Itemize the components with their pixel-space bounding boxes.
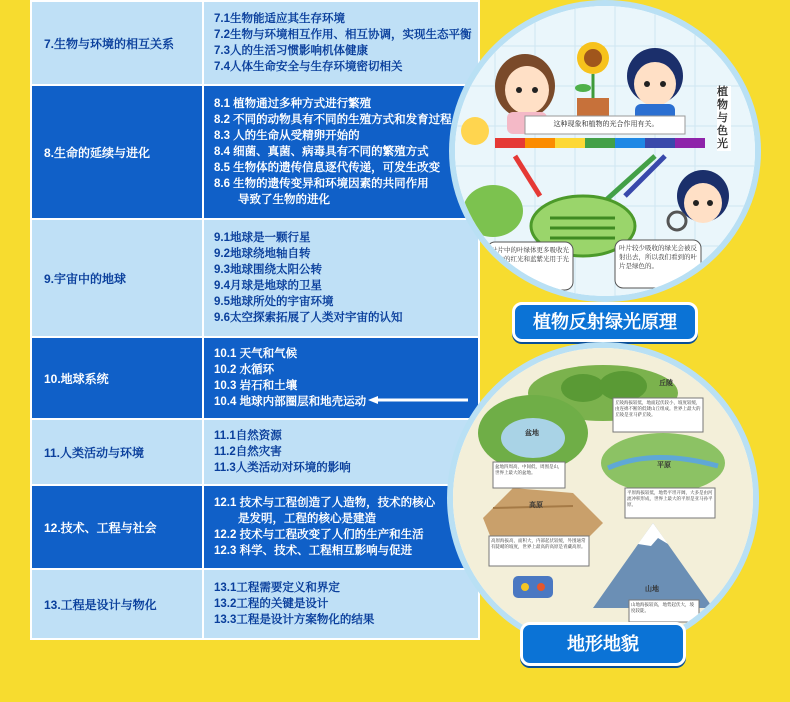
- item-text: 13.1工程需要定义和界定: [214, 582, 340, 594]
- plant-bubble-right: 叶片较少吸收的绿光会被反射出去，所以我们看到的叶片是绿色的。: [619, 245, 697, 270]
- item-text: 7.1生物能适应其生存环境: [214, 13, 345, 25]
- landform-pendi-label: 盆地: [525, 430, 539, 437]
- item-text: 8.6 生物的遗传变异和环境因素的共同作用: [214, 178, 429, 190]
- item-text: 11.2自然灾害: [214, 446, 282, 458]
- item-text: 11.1自然资源: [214, 430, 282, 442]
- item-text: 13.2工程的关键是设计: [214, 598, 329, 610]
- note-qiuling: 丘陵海拔较低，地面起伏较小，坡度较缓，由连绵不断的低矮山丘组成。世界上最大的丘陵是亚马萨丘陵。: [615, 400, 701, 417]
- item-text: 9.1地球是一颗行星: [214, 232, 311, 244]
- items-cell: [203, 219, 479, 337]
- items-cell: [203, 419, 479, 485]
- item-text: 8.2 不同的动物具有不同的生殖方式和发育过程: [214, 114, 452, 126]
- note-pendi: 盆地四周高，中间低，周围是山，世界上最大的盆地。: [495, 464, 563, 475]
- item-text: 7.3人的生活习惯影响机体健康: [214, 45, 368, 57]
- curriculum-row: [31, 85, 479, 219]
- plant-light-illustration: [455, 6, 755, 296]
- topic-cell: 7.生物与环境的相互关系: [31, 1, 203, 85]
- items-cell: [203, 337, 479, 419]
- item-text: 10.4 地球内部圈层和地壳运动: [214, 396, 367, 408]
- topic-cell: 12.技术、工程与社会: [31, 485, 203, 569]
- item-text: 8.4 细菌、真菌、病毒具有不同的繁殖方式: [214, 146, 429, 158]
- light-spectrum: [495, 138, 705, 148]
- item-text: 9.4月球是地球的卫星: [214, 280, 322, 292]
- item-text: 7.4人体生命安全与生存环境密切相关: [214, 61, 403, 73]
- curriculum-table: [30, 0, 480, 640]
- plant-side-text: 植物与色光: [717, 86, 731, 151]
- items-cell: [203, 85, 479, 219]
- landform-label: 地形地貌: [520, 622, 686, 666]
- landform-gaoyuan-label: 高原: [529, 502, 543, 509]
- pointer-arrow: [368, 396, 468, 404]
- items-cell: [203, 569, 479, 639]
- item-text: 是发明，工程的核心是建造: [238, 513, 376, 525]
- landform-illustration: [453, 348, 753, 648]
- item-text: 13.3工程是设计方案物化的结果: [214, 614, 375, 626]
- item-text: 9.6太空探索拓展了人类对宇宙的认知: [214, 312, 403, 324]
- curriculum-row: [31, 337, 479, 419]
- item-text: 8.5 生物体的遗传信息逐代传递，可发生改变: [214, 162, 441, 174]
- item-text: 7.2生物与环境相互作用、相互协调，实现生态平衡: [214, 29, 472, 41]
- items-cell: [203, 1, 479, 85]
- topic-cell: 10.地球系统: [31, 337, 203, 419]
- item-text: 12.1 技术与工程创造了人造物，技术的核心: [214, 497, 436, 509]
- item-text: 12.2 技术与工程改变了人们的生产和生活: [214, 529, 424, 541]
- plant-light-label: 植物反射绿光原理: [512, 302, 698, 342]
- item-text: 11.3人类活动对环境的影响: [214, 462, 351, 474]
- curriculum-row: [31, 1, 479, 85]
- item-text: 12.3 科学、技术、工程相互影响与促进: [214, 545, 413, 557]
- item-text: 8.1 植物通过多种方式进行繁殖: [214, 98, 372, 110]
- note-gaoyuan: 高原海拔高，面积大，内部起伏较缓，外围通常有陡峭的坡度，世界上最高的高原是青藏高原。: [491, 538, 586, 549]
- note-shandi: 山地海拔较高，地势起伏大，坡度较陡。: [631, 602, 694, 613]
- plant-caption: 这种现象和植物的光合作用有关。: [553, 121, 659, 128]
- topic-cell: 11.人类活动与环境: [31, 419, 203, 485]
- boy-character: [627, 48, 683, 126]
- curriculum-row: [31, 419, 479, 485]
- item-text: 10.1 天气和气候: [214, 348, 298, 360]
- curriculum-row: [31, 219, 479, 337]
- landform-pingyuan-label: 平原: [657, 462, 671, 469]
- item-text: 8.3 人的生命从受精卵开始的: [214, 130, 360, 142]
- topic-cell: 13.工程是设计与物化: [31, 569, 203, 639]
- item-text: 9.3地球围绕太阳公转: [214, 264, 322, 276]
- landform-qiuling-label: 丘陵: [659, 380, 673, 387]
- topic-cell: 9.宇宙中的地球: [31, 219, 203, 337]
- item-text: 9.2地球绕地轴自转: [214, 248, 311, 260]
- landform-shandi-label: 山地: [645, 586, 659, 593]
- item-text: 10.2 水循环: [214, 364, 275, 376]
- items-cell: [203, 485, 479, 569]
- plant-bubble-left: 叶片中的叶绿体更多吸收光谱中的红光和蓝紫光用于光合作用。: [491, 247, 569, 272]
- curriculum-row: [31, 569, 479, 639]
- item-text: 9.5地球所处的宇宙环境: [214, 296, 334, 308]
- item-text: 10.3 岩石和土壤: [214, 380, 298, 392]
- curriculum-row: [31, 485, 479, 569]
- item-text: 导致了生物的进化: [238, 194, 330, 206]
- note-pingyuan: 平原海拔较低，地势平坦开阔，大多是由河流冲积形成，世界上最大的平原是亚马孙平原。: [627, 490, 713, 507]
- topic-cell: 8.生命的延续与进化: [31, 85, 203, 219]
